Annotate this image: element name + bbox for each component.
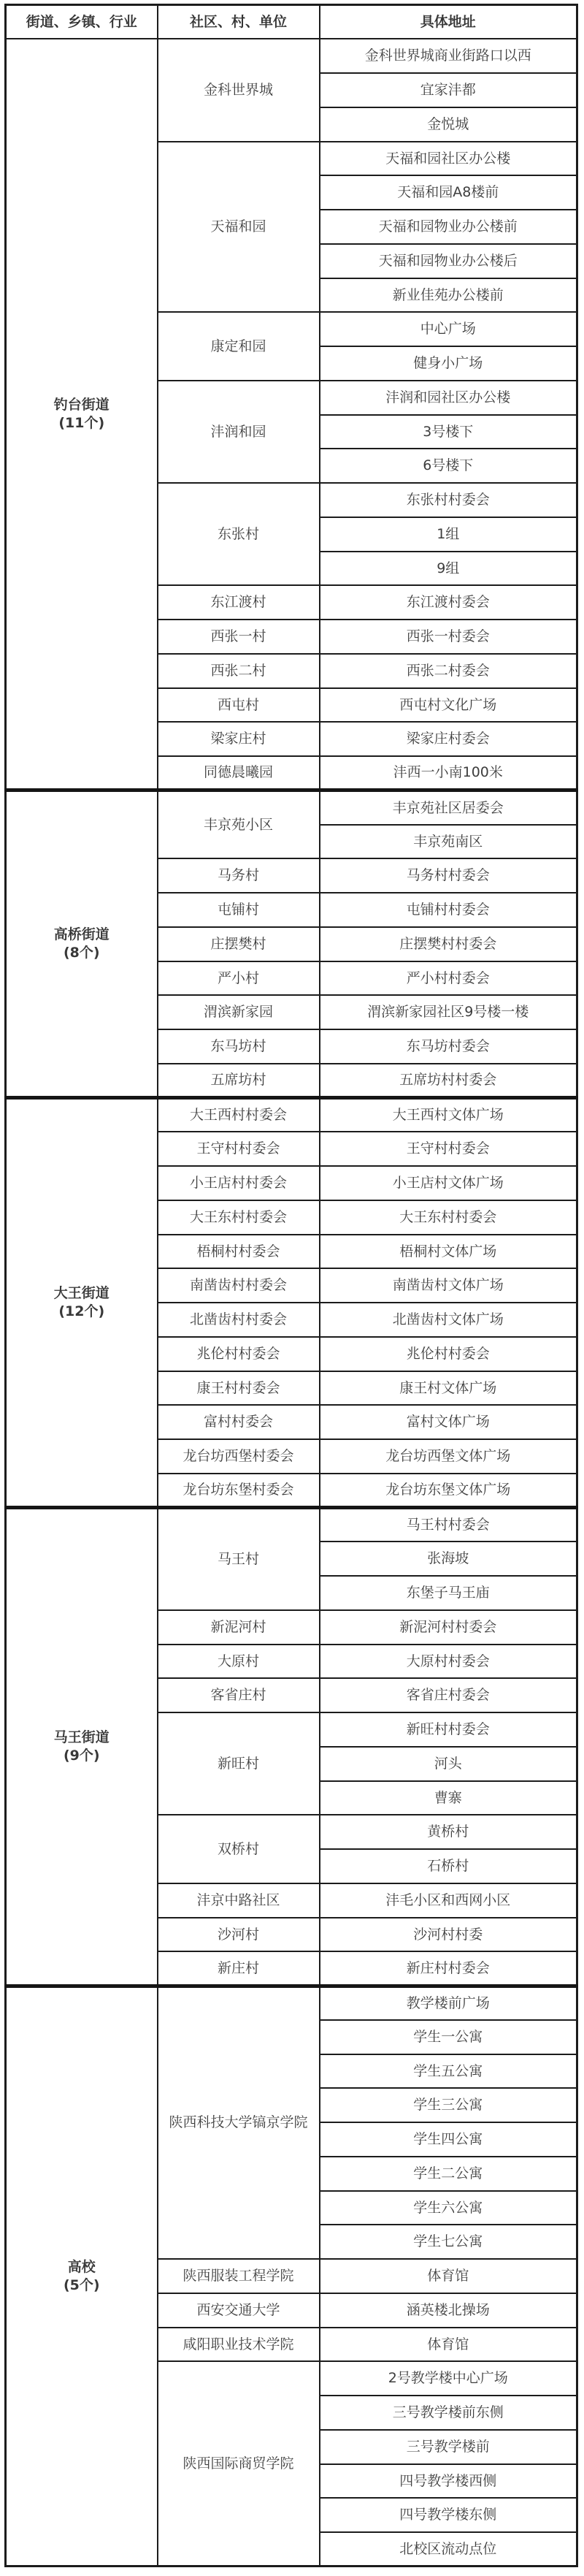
unit-cell: 兆伦村村委会	[158, 1337, 320, 1371]
address-cell: 三号教学楼前东侧	[320, 2396, 577, 2430]
address-cell: 2号教学楼中心广场	[320, 2361, 577, 2396]
unit-cell: 小王店村村委会	[158, 1166, 320, 1200]
address-cell: 四号教学楼东侧	[320, 2498, 577, 2532]
address-cell: 学生二公寓	[320, 2157, 577, 2191]
address-cell: 沣西一小南100米	[320, 756, 577, 790]
address-cell: 东张村村委会	[320, 483, 577, 517]
unit-cell: 同德晨曦园	[158, 756, 320, 790]
address-cell: 沣润和园社区办公楼	[320, 381, 577, 415]
unit-cell: 天福和园	[158, 142, 320, 313]
street-group-name: 钓台街道	[53, 397, 110, 414]
unit-cell: 龙台坊东堡村委会	[158, 1474, 320, 1508]
street-group-cell	[6, 39, 158, 790]
address-cell: 天福和园物业办公楼前	[320, 210, 577, 244]
address-cell: 龙台坊东堡文体广场	[320, 1474, 577, 1508]
unit-cell: 五席坊村	[158, 1064, 320, 1098]
header-address-column: 具体地址	[320, 5, 577, 39]
unit-cell: 康定和园	[158, 312, 320, 381]
street-group-cell	[6, 1986, 158, 2567]
unit-cell: 王守村村委会	[158, 1132, 320, 1166]
address-cell: 学生四公寓	[320, 2122, 577, 2157]
street-group-cell	[6, 790, 158, 1098]
unit-cell: 大王东村村委会	[158, 1200, 320, 1235]
street-group-count: (5个)	[63, 2276, 100, 2293]
address-cell: 学生六公寓	[320, 2191, 577, 2225]
unit-cell: 南凿齿村村委会	[158, 1268, 320, 1303]
address-cell: 丰京苑社区居委会	[320, 790, 577, 825]
address-cell: 学生三公寓	[320, 2088, 577, 2122]
address-cell: 学生七公寓	[320, 2225, 577, 2259]
address-cell: 庄摆樊村村委会	[320, 927, 577, 961]
address-cell: 中心广场	[320, 312, 577, 346]
address-cell: 健身小广场	[320, 346, 577, 381]
address-cell: 康王村文体广场	[320, 1371, 577, 1406]
header-row	[6, 5, 577, 39]
unit-cell: 沣润和园	[158, 381, 320, 483]
street-group-count: (11个)	[58, 414, 105, 431]
street-group-name: 马王街道	[53, 1729, 110, 1746]
address-cell: 石桥村	[320, 1849, 577, 1883]
street-group-cell	[6, 1508, 158, 1986]
unit-cell: 沙河村	[158, 1918, 320, 1952]
address-cell: 梧桐村文体广场	[320, 1235, 577, 1269]
unit-cell: 东张村	[158, 483, 320, 585]
table-row	[6, 1508, 577, 1542]
address-cell: 丰京苑南区	[320, 825, 577, 859]
unit-cell: 马务村	[158, 858, 320, 893]
address-cell: 天福和园A8楼前	[320, 175, 577, 210]
address-cell: 四号教学楼西侧	[320, 2464, 577, 2499]
street-group-name: 大王街道	[53, 1285, 110, 1302]
table-row	[6, 1098, 577, 1132]
address-cell: 金科世界城商业街路口以西	[320, 39, 577, 73]
address-cell: 北凿齿村文体广场	[320, 1303, 577, 1337]
address-cell: 曹寨	[320, 1781, 577, 1815]
address-cell: 体育馆	[320, 2328, 577, 2362]
unit-cell: 西屯村	[158, 688, 320, 723]
address-cell: 东马坊村委会	[320, 1029, 577, 1064]
street-group-name: 高校	[67, 2259, 96, 2276]
unit-cell: 陕西服装工程学院	[158, 2259, 320, 2293]
unit-cell: 咸阳职业技术学院	[158, 2328, 320, 2362]
unit-cell: 马王村	[158, 1508, 320, 1610]
address-cell: 涵英楼北操场	[320, 2293, 577, 2328]
unit-cell: 富村村委会	[158, 1405, 320, 1439]
unit-cell: 沣京中路社区	[158, 1883, 320, 1918]
address-cell: 西屯村文化广场	[320, 688, 577, 723]
unit-cell: 东马坊村	[158, 1029, 320, 1064]
unit-cell: 双桥村	[158, 1815, 320, 1883]
address-cell: 新泥河村村委会	[320, 1610, 577, 1645]
address-cell: 新庄村村委会	[320, 1951, 577, 1986]
address-cell: 大原村村委会	[320, 1645, 577, 1679]
address-cell: 小王店村文体广场	[320, 1166, 577, 1200]
street-group-count: (9个)	[63, 1747, 100, 1764]
address-cell: 梁家庄村委会	[320, 722, 577, 756]
street-group-cell	[6, 1098, 158, 1508]
address-cell: 屯铺村村委会	[320, 893, 577, 927]
address-cell: 客省庄村委会	[320, 1678, 577, 1712]
address-cell: 黄桥村	[320, 1815, 577, 1849]
header-street-column: 街道、乡镇、行业	[6, 5, 158, 39]
address-cell: 东江渡村委会	[320, 585, 577, 620]
address-cell: 天福和园物业办公楼后	[320, 244, 577, 278]
address-cell: 学生五公寓	[320, 2054, 577, 2089]
unit-cell: 梧桐村村委会	[158, 1235, 320, 1269]
address-cell: 西张一村委会	[320, 620, 577, 654]
unit-cell: 金科世界城	[158, 39, 320, 141]
unit-cell: 大原村	[158, 1645, 320, 1679]
address-cell: 新业佳苑办公楼前	[320, 278, 577, 313]
street-group-count: (12个)	[58, 1303, 105, 1319]
address-cell: 王守村村委会	[320, 1132, 577, 1166]
unit-cell: 西安交通大学	[158, 2293, 320, 2328]
address-cell: 龙台坊西堡文体广场	[320, 1439, 577, 1474]
unit-cell: 渭滨新家园	[158, 995, 320, 1029]
unit-cell: 庄摆樊村	[158, 927, 320, 961]
unit-cell: 新旺村	[158, 1712, 320, 1815]
address-cell: 马务村村委会	[320, 858, 577, 893]
address-cell: 新旺村村委会	[320, 1712, 577, 1747]
table-row	[6, 1986, 577, 2020]
unit-cell: 康王村村委会	[158, 1371, 320, 1406]
address-cell: 学生一公寓	[320, 2020, 577, 2054]
address-cell: 张海坡	[320, 1542, 577, 1576]
unit-cell: 北凿齿村村委会	[158, 1303, 320, 1337]
unit-cell: 屯铺村	[158, 893, 320, 927]
unit-cell: 陕西国际商贸学院	[158, 2361, 320, 2567]
table-row	[6, 790, 577, 825]
address-table	[4, 4, 578, 2567]
address-cell: 大王东村村委会	[320, 1200, 577, 1235]
address-cell: 南凿齿村文体广场	[320, 1268, 577, 1303]
address-cell: 金悦城	[320, 107, 577, 142]
unit-cell: 丰京苑小区	[158, 790, 320, 859]
address-cell: 西张二村委会	[320, 654, 577, 688]
address-cell: 严小村村委会	[320, 961, 577, 996]
street-group-name: 高桥街道	[53, 926, 110, 943]
unit-cell: 梁家庄村	[158, 722, 320, 756]
address-cell: 体育馆	[320, 2259, 577, 2293]
table-row	[6, 39, 577, 73]
unit-cell: 客省庄村	[158, 1678, 320, 1712]
address-cell: 兆伦村村委会	[320, 1337, 577, 1371]
address-cell: 东堡子马王庙	[320, 1576, 577, 1610]
address-cell: 北校区流动点位	[320, 2532, 577, 2567]
unit-cell: 西张二村	[158, 654, 320, 688]
unit-cell: 严小村	[158, 961, 320, 996]
address-cell: 三号教学楼前	[320, 2430, 577, 2464]
address-cell: 沣毛小区和西网小区	[320, 1883, 577, 1918]
address-cell: 大王西村文体广场	[320, 1098, 577, 1132]
table-body	[6, 39, 577, 2567]
unit-cell: 西张一村	[158, 620, 320, 654]
address-cell: 五席坊村村委会	[320, 1064, 577, 1098]
address-cell: 9组	[320, 552, 577, 586]
unit-cell: 新庄村	[158, 1951, 320, 1986]
address-cell: 宜家沣都	[320, 73, 577, 107]
table-header	[6, 5, 577, 39]
address-cell: 1组	[320, 517, 577, 552]
unit-cell: 新泥河村	[158, 1610, 320, 1645]
address-cell: 河头	[320, 1747, 577, 1781]
unit-cell: 东江渡村	[158, 585, 320, 620]
unit-cell: 大王西村村委会	[158, 1098, 320, 1132]
unit-cell: 陕西科技大学镐京学院	[158, 1986, 320, 2259]
address-cell: 天福和园社区办公楼	[320, 142, 577, 176]
address-cell: 渭滨新家园社区9号楼一楼	[320, 995, 577, 1029]
address-cell: 3号楼下	[320, 415, 577, 449]
street-group-count: (8个)	[63, 945, 100, 961]
address-cell: 教学楼前广场	[320, 1986, 577, 2020]
address-cell: 6号楼下	[320, 449, 577, 483]
address-cell: 富村文体广场	[320, 1405, 577, 1439]
header-unit-column: 社区、村、单位	[158, 5, 320, 39]
address-cell: 沙河村村委	[320, 1918, 577, 1952]
address-cell: 马王村村委会	[320, 1508, 577, 1542]
unit-cell: 龙台坊西堡村委会	[158, 1439, 320, 1474]
